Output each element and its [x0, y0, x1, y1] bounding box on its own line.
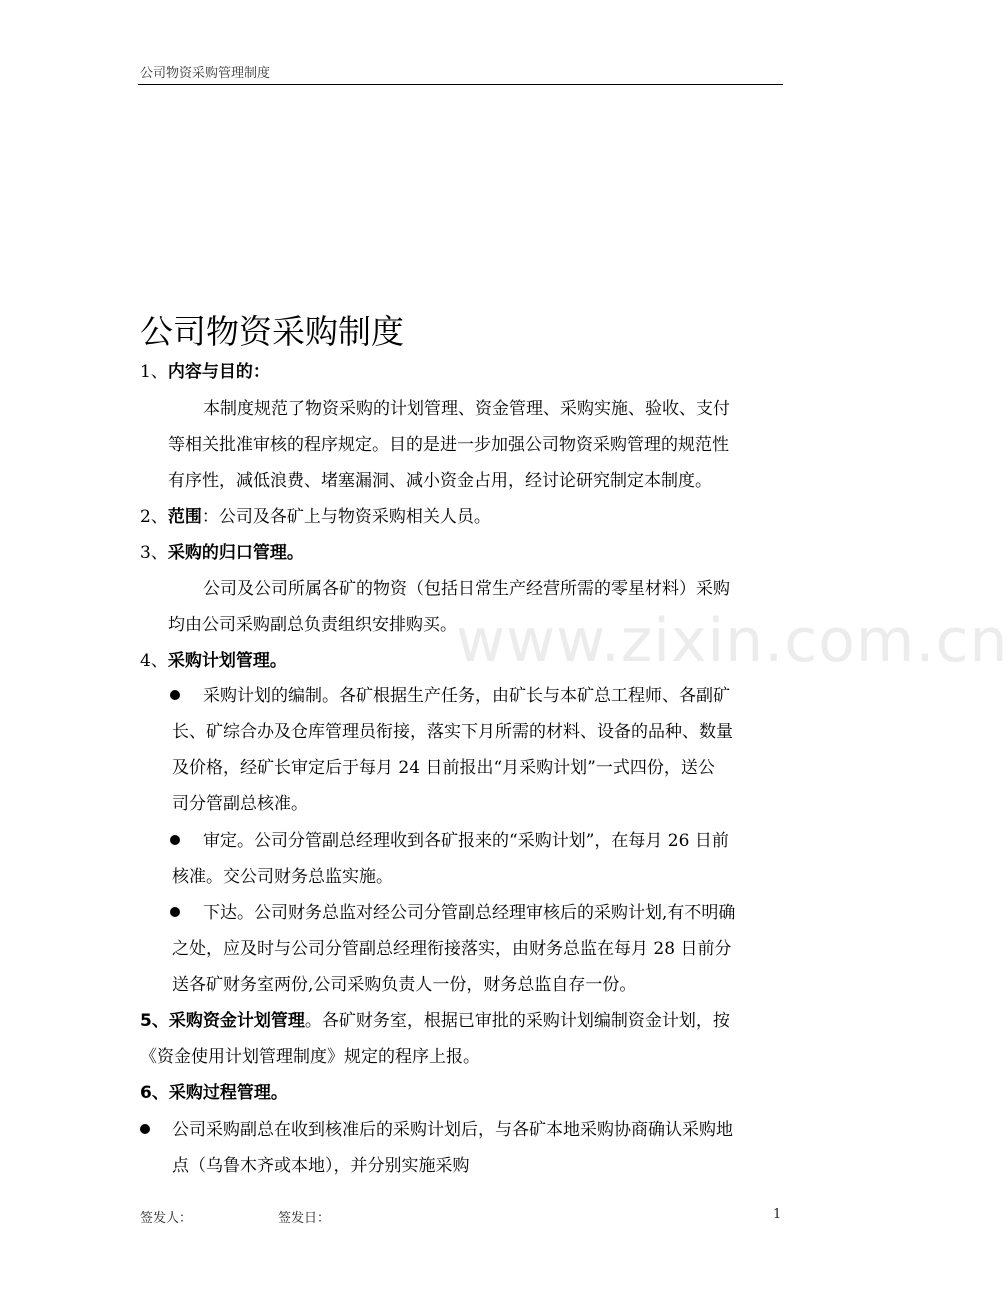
footer-date-label: 签发日：: [278, 1211, 331, 1226]
footer-signer-label: 签发人：: [140, 1211, 193, 1226]
section-4-heading: 4、采购计划管理。: [140, 651, 287, 671]
watermark: www.zixin.com.cn: [456, 606, 1008, 676]
section-4-bullet-1-line-1: 采购计划的编制。各矿根据生产任务，由矿长与本矿总工程师、各副矿: [203, 686, 730, 706]
section-6-heading: 6、采购过程管理。: [140, 1083, 288, 1103]
bullet-icon: [140, 1124, 150, 1134]
section-1-line-3: 有序性，减低浪费、堵塞漏洞、减小资金占用，经讨论研究制定本制度。: [168, 471, 712, 491]
section-2: 2、范围：公司及各矿上与物资采购相关人员。: [140, 507, 491, 527]
section-4-bullet-2-line-2: 核准。交公司财务总监实施。: [172, 867, 393, 887]
section-4-bullet-1-line-4: 司分管副总核准。: [172, 794, 308, 814]
section-4-bullet-3-line-1: 下达。公司财务总监对经公司分管副总经理审核后的采购计划,有不明确: [203, 903, 736, 923]
section-6-bullet-1-line-2: 点（乌鲁木齐或本地），并分别实施采购: [172, 1156, 470, 1176]
section-3-heading: 3、采购的归口管理。: [140, 543, 304, 563]
section-3-line-1: 公司及公司所属各矿的物资（包括日常生产经营所需的零星材料）采购: [203, 579, 730, 599]
section-4-bullet-1-line-3: 及价格，经矿长审定后于每月 24 日前报出“月采购计划”一式四份，送公: [172, 758, 715, 778]
section-1-line-2: 等相关批准审核的程序规定。目的是进一步加强公司物资采购管理的规范性: [168, 435, 729, 455]
section-3-line-2: 均由公司采购副总负责组织安排购买。: [168, 615, 457, 635]
document-title: 公司物资采购制度: [140, 312, 404, 351]
bullet-icon: [170, 907, 180, 917]
bullet-icon: [170, 690, 180, 700]
section-1-heading: 1、内容与目的：: [140, 362, 270, 382]
header-rule: [138, 84, 783, 85]
section-4-bullet-3-line-2: 之处，应及时与公司分管副总经理衔接落实，由财务总监在每月 28 日前分: [172, 939, 732, 959]
section-4-bullet-3-line-3: 送各矿财务室两份,公司采购负责人一份，财务总监自存一份。: [172, 975, 637, 995]
running-header: 公司物资采购管理制度: [140, 66, 271, 81]
section-4-bullet-2-line-1: 审定。公司分管副总经理收到各矿报来的“采购计划”，在每月 26 日前: [203, 831, 729, 851]
section-5-line-1: 5、采购资金计划管理。各矿财务室，根据已审批的采购计划编制资金计划，按: [140, 1011, 730, 1031]
section-5-line-2: 《资金使用计划管理制度》规定的程序上报。: [140, 1047, 480, 1067]
section-6-bullet-1-line-1: 公司采购副总在收到核准后的采购计划后，与各矿本地采购协商确认采购地: [172, 1120, 733, 1140]
bullet-icon: [170, 835, 180, 845]
page-number: 1: [773, 1207, 782, 1222]
section-4-bullet-1-line-2: 长、矿综合办及仓库管理员衔接，落实下月所需的材料、设备的品种、数量: [172, 722, 733, 742]
section-1-line-1: 本制度规范了物资采购的计划管理、资金管理、采购实施、验收、支付: [203, 399, 730, 419]
